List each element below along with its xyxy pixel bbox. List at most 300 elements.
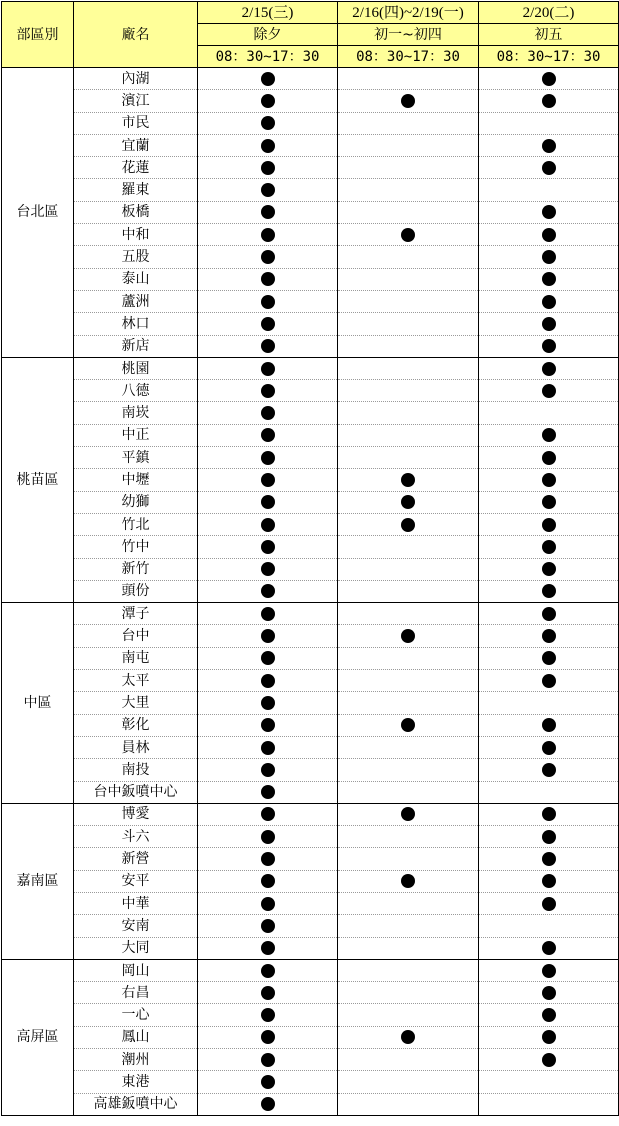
table-row [2,491,619,513]
table-row [2,313,619,335]
open-dot-icon [542,941,556,955]
factory-name: 南崁 [74,402,198,424]
table-row [2,580,619,602]
open-dot-icon [542,518,556,532]
table-row [2,380,619,402]
open-dot-icon [261,1053,275,1067]
table-row [2,558,619,580]
schedule-cell-3 [479,915,619,937]
schedule-cell-3 [479,870,619,892]
schedule-cell-3 [479,134,619,156]
hours-header-3: 08：30~17：30 [479,46,619,68]
schedule-cell-3 [479,380,619,402]
factory-name: 潭子 [74,603,198,625]
schedule-cell-2 [338,781,479,803]
schedule-cell-2 [338,803,479,825]
table-row [2,1049,619,1071]
open-dot-icon [542,874,556,888]
open-dot-icon [542,139,556,153]
factory-name: 新營 [74,848,198,870]
open-dot-icon [261,451,275,465]
schedule-cell-3 [479,892,619,914]
schedule-cell-1 [198,937,338,959]
factory-name: 彰化 [74,714,198,736]
table-row [2,134,619,156]
open-dot-icon [261,362,275,376]
open-dot-icon [542,607,556,621]
table-row [2,670,619,692]
schedule-cell-1 [198,224,338,246]
schedule-cell-2 [338,1004,479,1026]
factory-name: 高雄鈑噴中心 [74,1093,198,1115]
factory-name: 中壢 [74,469,198,491]
open-dot-icon [542,451,556,465]
schedule-cell-3 [479,224,619,246]
table-row [2,536,619,558]
factory-name: 斗六 [74,826,198,848]
open-dot-icon [261,986,275,1000]
hours-header-1: 08：30~17：30 [198,46,338,68]
schedule-cell-2 [338,313,479,335]
holiday-name-header-2: 初一~初四 [338,24,479,46]
schedule-cell-1 [198,290,338,312]
open-dot-icon [542,584,556,598]
factory-name: 大里 [74,692,198,714]
schedule-cell-2 [338,157,479,179]
schedule-cell-3 [479,491,619,513]
factory-name: 幼獅 [74,491,198,513]
schedule-cell-1 [198,603,338,625]
region-column-header: 部區別 [2,2,74,68]
schedule-cell-3 [479,201,619,223]
table-row [2,603,619,625]
schedule-cell-1 [198,246,338,268]
schedule-cell-2 [338,536,479,558]
schedule-cell-2 [338,290,479,312]
table-row [2,224,619,246]
open-dot-icon [261,495,275,509]
schedule-cell-1 [198,803,338,825]
schedule-cell-1 [198,892,338,914]
schedule-cell-3 [479,803,619,825]
table-row [2,513,619,535]
table-row [2,1071,619,1093]
schedule-cell-1 [198,201,338,223]
factory-name: 蘆洲 [74,290,198,312]
open-dot-icon [261,473,275,487]
open-dot-icon [542,384,556,398]
factory-name: 頭份 [74,580,198,602]
open-dot-icon [542,807,556,821]
schedule-cell-3 [479,647,619,669]
open-dot-icon [401,629,415,643]
schedule-cell-1 [198,491,338,513]
open-dot-icon [261,339,275,353]
open-dot-icon [401,874,415,888]
schedule-cell-2 [338,759,479,781]
schedule-cell-2 [338,826,479,848]
schedule-cell-1 [198,870,338,892]
schedule-cell-1 [198,580,338,602]
region-name: 中區 [2,603,74,804]
factory-name: 安平 [74,870,198,892]
open-dot-icon [261,228,275,242]
open-dot-icon [542,495,556,509]
open-dot-icon [261,1075,275,1089]
schedule-cell-1 [198,313,338,335]
factory-name: 南屯 [74,647,198,669]
factory-name: 台中鈑噴中心 [74,781,198,803]
table-row [2,112,619,134]
table-row [2,915,619,937]
table-row [2,714,619,736]
region-name: 台北區 [2,68,74,358]
schedule-cell-3 [479,848,619,870]
open-dot-icon [261,1008,275,1022]
table-body [2,68,619,1116]
schedule-cell-1 [198,759,338,781]
open-dot-icon [542,473,556,487]
schedule-cell-2 [338,447,479,469]
schedule-cell-1 [198,112,338,134]
open-dot-icon [261,317,275,331]
schedule-cell-1 [198,335,338,357]
open-dot-icon [542,272,556,286]
schedule-cell-1 [198,625,338,647]
open-dot-icon [542,651,556,665]
table-row [2,692,619,714]
open-dot-icon [542,763,556,777]
factory-column-header: 廠名 [74,2,198,68]
schedule-cell-3 [479,157,619,179]
open-dot-icon [261,205,275,219]
table-row [2,335,619,357]
schedule-cell-3 [479,1004,619,1026]
open-dot-icon [542,852,556,866]
schedule-cell-3 [479,357,619,379]
factory-name: 台中 [74,625,198,647]
factory-name: 鳳山 [74,1026,198,1048]
open-dot-icon [542,317,556,331]
header-row-dates [2,2,619,24]
region-name: 桃苗區 [2,357,74,602]
factory-name: 五股 [74,246,198,268]
schedule-cell-3 [479,826,619,848]
schedule-cell-2 [338,892,479,914]
open-dot-icon [261,785,275,799]
schedule-cell-1 [198,380,338,402]
schedule-cell-2 [338,68,479,90]
table-row [2,892,619,914]
open-dot-icon [401,94,415,108]
open-dot-icon [542,897,556,911]
open-dot-icon [542,1053,556,1067]
open-dot-icon [261,651,275,665]
open-dot-icon [542,830,556,844]
schedule-cell-1 [198,982,338,1004]
table-row [2,826,619,848]
schedule-cell-3 [479,313,619,335]
schedule-cell-3 [479,335,619,357]
schedule-cell-1 [198,647,338,669]
open-dot-icon [261,250,275,264]
open-dot-icon [261,696,275,710]
schedule-cell-1 [198,826,338,848]
holiday-name-header-1: 除夕 [198,24,338,46]
open-dot-icon [261,139,275,153]
open-dot-icon [261,518,275,532]
factory-name: 潮州 [74,1049,198,1071]
schedule-cell-3 [479,469,619,491]
open-dot-icon [542,362,556,376]
open-dot-icon [261,607,275,621]
schedule-cell-3 [479,670,619,692]
holiday-name-header-3: 初五 [479,24,619,46]
table-row [2,959,619,981]
schedule-cell-1 [198,959,338,981]
open-dot-icon [261,897,275,911]
schedule-cell-3 [479,179,619,201]
open-dot-icon [261,674,275,688]
schedule-cell-2 [338,357,479,379]
factory-name: 員林 [74,736,198,758]
schedule-cell-1 [198,179,338,201]
open-dot-icon [542,295,556,309]
open-dot-icon [261,406,275,420]
table-row [2,848,619,870]
open-dot-icon [261,874,275,888]
schedule-cell-2 [338,201,479,223]
date-header-2: 2/16(四)~2/19(一) [338,2,479,24]
schedule-cell-2 [338,959,479,981]
factory-name: 羅東 [74,179,198,201]
schedule-cell-3 [479,246,619,268]
schedule-cell-3 [479,68,619,90]
open-dot-icon [542,1008,556,1022]
open-dot-icon [261,116,275,130]
table-row [2,246,619,268]
schedule-cell-3 [479,714,619,736]
schedule-cell-2 [338,647,479,669]
schedule-cell-2 [338,1049,479,1071]
schedule-cell-3 [479,513,619,535]
schedule-cell-1 [198,714,338,736]
service-schedule-table [1,1,619,1116]
open-dot-icon [261,1097,275,1111]
table-row [2,1093,619,1115]
table-row [2,68,619,90]
open-dot-icon [542,161,556,175]
schedule-cell-3 [479,603,619,625]
schedule-cell-2 [338,580,479,602]
open-dot-icon [401,718,415,732]
factory-name: 市民 [74,112,198,134]
factory-name: 八德 [74,380,198,402]
schedule-cell-2 [338,915,479,937]
open-dot-icon [261,540,275,554]
factory-name: 太平 [74,670,198,692]
open-dot-icon [261,384,275,398]
table-row [2,781,619,803]
factory-name: 東港 [74,1071,198,1093]
schedule-cell-1 [198,692,338,714]
region-name: 嘉南區 [2,803,74,959]
open-dot-icon [261,584,275,598]
schedule-cell-3 [479,1049,619,1071]
schedule-cell-3 [479,1026,619,1048]
schedule-cell-3 [479,536,619,558]
table-row [2,402,619,424]
factory-name: 竹北 [74,513,198,535]
schedule-cell-2 [338,268,479,290]
schedule-cell-3 [479,781,619,803]
schedule-cell-1 [198,134,338,156]
schedule-cell-1 [198,157,338,179]
schedule-cell-2 [338,179,479,201]
schedule-cell-3 [479,558,619,580]
table-row [2,357,619,379]
hours-header-2: 08：30~17：30 [338,46,479,68]
table-row [2,1004,619,1026]
open-dot-icon [542,94,556,108]
open-dot-icon [542,629,556,643]
factory-name: 中華 [74,892,198,914]
schedule-cell-3 [479,692,619,714]
factory-name: 泰山 [74,268,198,290]
factory-name: 新竹 [74,558,198,580]
open-dot-icon [542,250,556,264]
schedule-cell-2 [338,848,479,870]
schedule-cell-2 [338,380,479,402]
schedule-cell-1 [198,447,338,469]
schedule-cell-1 [198,424,338,446]
schedule-cell-3 [479,1071,619,1093]
table-row [2,870,619,892]
schedule-cell-1 [198,670,338,692]
schedule-cell-1 [198,68,338,90]
schedule-cell-2 [338,1071,479,1093]
table-row [2,268,619,290]
open-dot-icon [542,540,556,554]
schedule-cell-2 [338,714,479,736]
schedule-cell-3 [479,112,619,134]
table-row [2,647,619,669]
factory-name: 宜蘭 [74,134,198,156]
schedule-cell-1 [198,736,338,758]
factory-name: 花蓮 [74,157,198,179]
open-dot-icon [261,919,275,933]
factory-name: 安南 [74,915,198,937]
open-dot-icon [542,228,556,242]
open-dot-icon [542,986,556,1000]
table-header [2,2,619,68]
open-dot-icon [261,830,275,844]
region-name: 高屏區 [2,959,74,1115]
factory-name: 中和 [74,224,198,246]
open-dot-icon [542,741,556,755]
open-dot-icon [261,428,275,442]
date-header-3: 2/20(二) [479,2,619,24]
schedule-cell-3 [479,1093,619,1115]
schedule-cell-3 [479,402,619,424]
schedule-cell-1 [198,536,338,558]
open-dot-icon [261,1030,275,1044]
open-dot-icon [542,964,556,978]
schedule-cell-1 [198,357,338,379]
open-dot-icon [261,718,275,732]
open-dot-icon [542,72,556,86]
table-row [2,424,619,446]
schedule-cell-3 [479,580,619,602]
schedule-cell-1 [198,915,338,937]
schedule-cell-2 [338,625,479,647]
open-dot-icon [542,562,556,576]
schedule-cell-1 [198,402,338,424]
table-row [2,290,619,312]
date-header-1: 2/15(三) [198,2,338,24]
schedule-cell-3 [479,424,619,446]
schedule-cell-2 [338,1026,479,1048]
open-dot-icon [261,295,275,309]
table-row [2,759,619,781]
open-dot-icon [261,72,275,86]
schedule-cell-2 [338,937,479,959]
schedule-cell-1 [198,558,338,580]
open-dot-icon [542,428,556,442]
table-row [2,625,619,647]
schedule-cell-3 [479,268,619,290]
schedule-cell-3 [479,982,619,1004]
schedule-cell-1 [198,1026,338,1048]
schedule-cell-3 [479,759,619,781]
factory-name: 新店 [74,335,198,357]
open-dot-icon [542,718,556,732]
table-row [2,1026,619,1048]
open-dot-icon [261,562,275,576]
factory-name: 南投 [74,759,198,781]
open-dot-icon [542,674,556,688]
open-dot-icon [401,518,415,532]
open-dot-icon [261,741,275,755]
open-dot-icon [542,339,556,353]
schedule-cell-2 [338,670,479,692]
schedule-cell-1 [198,848,338,870]
open-dot-icon [261,629,275,643]
schedule-cell-2 [338,134,479,156]
factory-name: 板橋 [74,201,198,223]
open-dot-icon [261,807,275,821]
factory-name: 中正 [74,424,198,446]
schedule-cell-2 [338,246,479,268]
table-row [2,937,619,959]
schedule-cell-2 [338,424,479,446]
table-row [2,469,619,491]
factory-name: 內湖 [74,68,198,90]
open-dot-icon [401,495,415,509]
schedule-cell-2 [338,491,479,513]
schedule-cell-3 [479,959,619,981]
factory-name: 濱江 [74,90,198,112]
open-dot-icon [261,763,275,777]
factory-name: 右昌 [74,982,198,1004]
open-dot-icon [261,852,275,866]
open-dot-icon [261,941,275,955]
schedule-cell-1 [198,1049,338,1071]
schedule-cell-1 [198,90,338,112]
factory-name: 大同 [74,937,198,959]
open-dot-icon [401,473,415,487]
factory-name: 竹中 [74,536,198,558]
